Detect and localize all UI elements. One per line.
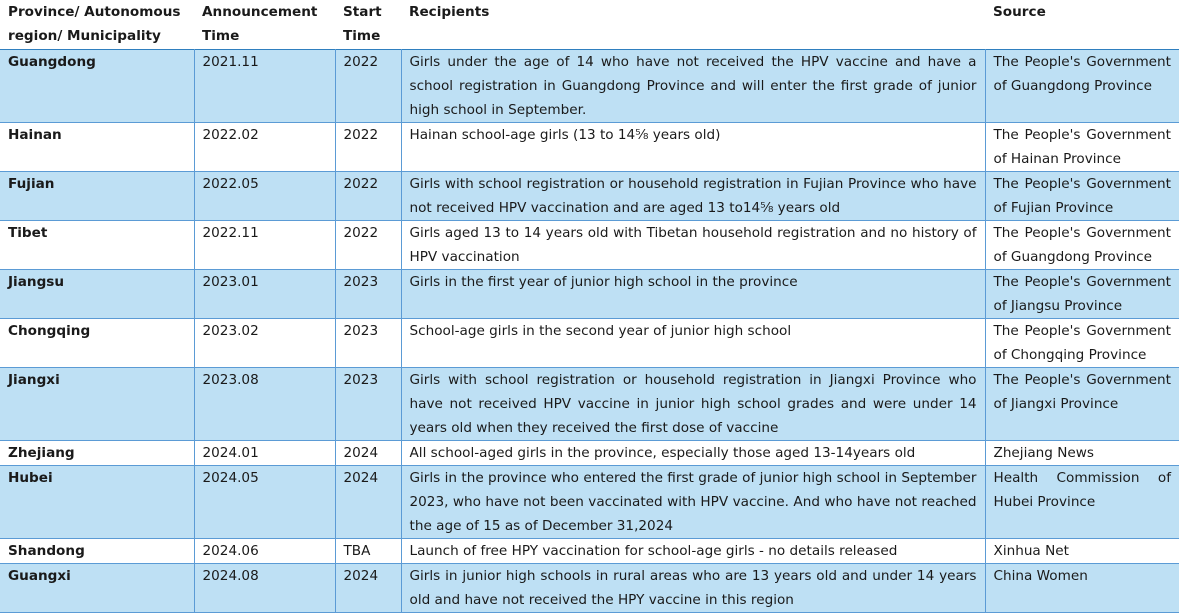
cell-recipients: Girls under the age of 14 who have not received the HPV vaccine and have a school registration in Guangdong Province and will enter the first grade of junior high school in September. (401, 50, 985, 123)
cell-province: Zhejiang (0, 441, 194, 466)
cell-recipients: Girls in junior high schools in rural areas who are 13 years old and under 14 years old and have not received the HPY vaccine in this region (401, 564, 985, 613)
cell-source: The People's Government of Fujian Province (985, 172, 1179, 221)
cell-province: Guangxi (0, 564, 194, 613)
table-header (0, 0, 1179, 50)
table-body (0, 50, 1179, 613)
table-row (0, 368, 1179, 441)
cell-start-time: 2022 (335, 123, 401, 172)
cell-recipients: Girls with school registration or household registration in Jiangxi Province who have not received HPV vaccine in junior high school grades and were under 14 years old when they received the first dose of vaccine (401, 368, 985, 441)
cell-announcement-time: 2022.11 (194, 221, 335, 270)
cell-source: The People's Government of Jiangxi Province (985, 368, 1179, 441)
cell-source: The People's Government of Guangdong Province (985, 221, 1179, 270)
cell-province: Fujian (0, 172, 194, 221)
header-recipients: Recipients (401, 0, 985, 50)
cell-announcement-time: 2023.08 (194, 368, 335, 441)
header-source: Source (985, 0, 1179, 50)
cell-province: Jiangsu (0, 270, 194, 319)
cell-source: The People's Government of Chongqing Province (985, 319, 1179, 368)
cell-start-time: 2023 (335, 319, 401, 368)
cell-province: Shandong (0, 539, 194, 564)
header-announcement-time: Announcement Time (194, 0, 335, 50)
header-row (0, 0, 1179, 50)
cell-announcement-time: 2024.05 (194, 466, 335, 539)
cell-province: Hubei (0, 466, 194, 539)
cell-recipients: School-age girls in the second year of junior high school (401, 319, 985, 368)
cell-source: Zhejiang News (985, 441, 1179, 466)
cell-source: The People's Government of Guangdong Province (985, 50, 1179, 123)
cell-source: China Women (985, 564, 1179, 613)
cell-province: Tibet (0, 221, 194, 270)
cell-source: The People's Government of Jiangsu Province (985, 270, 1179, 319)
cell-recipients: Girls with school registration or household registration in Fujian Province who have not received HPV vaccination and are aged 13 to14⅝ years old (401, 172, 985, 221)
cell-start-time: 2024 (335, 564, 401, 613)
table-row (0, 564, 1179, 613)
cell-recipients: All school-aged girls in the province, especially those aged 13-14years old (401, 441, 985, 466)
cell-start-time: 2023 (335, 270, 401, 319)
table-row (0, 221, 1179, 270)
cell-source: Xinhua Net (985, 539, 1179, 564)
cell-start-time: 2023 (335, 368, 401, 441)
cell-start-time: 2024 (335, 466, 401, 539)
header-province: Province/ Autonomous region/ Municipality (0, 0, 194, 50)
cell-recipients: Hainan school-age girls (13 to 14⅝ years old) (401, 123, 985, 172)
cell-recipients: Launch of free HPY vaccination for school-age girls - no details released (401, 539, 985, 564)
cell-start-time: 2022 (335, 50, 401, 123)
cell-start-time: 2022 (335, 172, 401, 221)
cell-province: Hainan (0, 123, 194, 172)
cell-recipients: Girls in the first year of junior high school in the province (401, 270, 985, 319)
cell-announcement-time: 2023.01 (194, 270, 335, 319)
cell-recipients: Girls aged 13 to 14 years old with Tibetan household registration and no history of HPV vaccination (401, 221, 985, 270)
table-row (0, 270, 1179, 319)
cell-announcement-time: 2021.11 (194, 50, 335, 123)
cell-recipients: Girls in the province who entered the first grade of junior high school in September 2023, who have not been vaccinated with HPV vaccine. And who have not reached the age of 15 as of December 31,2024 (401, 466, 985, 539)
table-row (0, 441, 1179, 466)
cell-source: Health Commission of Hubei Province (985, 466, 1179, 539)
cell-announcement-time: 2024.06 (194, 539, 335, 564)
cell-announcement-time: 2022.05 (194, 172, 335, 221)
table-row (0, 466, 1179, 539)
cell-start-time: 2024 (335, 441, 401, 466)
cell-start-time: 2022 (335, 221, 401, 270)
header-start-time: Start Time (335, 0, 401, 50)
cell-source: The People's Government of Hainan Province (985, 123, 1179, 172)
cell-province: Guangdong (0, 50, 194, 123)
cell-province: Jiangxi (0, 368, 194, 441)
cell-start-time: TBA (335, 539, 401, 564)
cell-announcement-time: 2024.01 (194, 441, 335, 466)
cell-announcement-time: 2022.02 (194, 123, 335, 172)
table-row (0, 172, 1179, 221)
cell-province: Chongqing (0, 319, 194, 368)
table-row (0, 50, 1179, 123)
table-row (0, 319, 1179, 368)
cell-announcement-time: 2024.08 (194, 564, 335, 613)
table-row (0, 123, 1179, 172)
table-row (0, 539, 1179, 564)
cell-announcement-time: 2023.02 (194, 319, 335, 368)
